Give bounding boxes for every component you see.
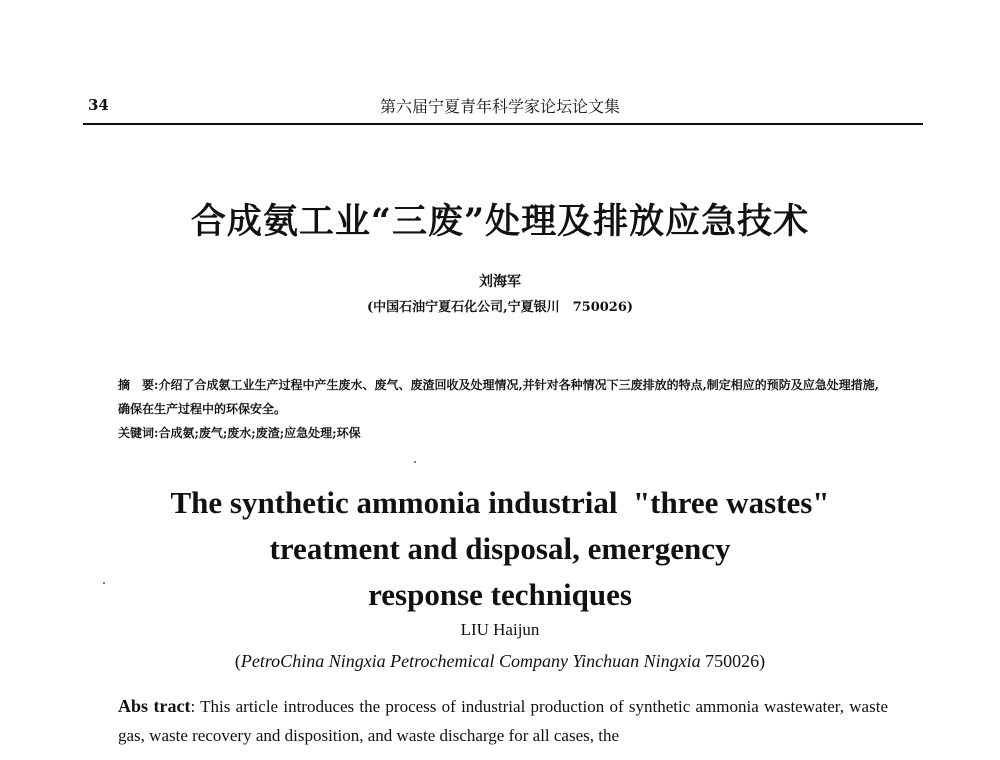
title-line: The synthetic ammonia industrial "three wastes" xyxy=(170,485,830,520)
abstract-colon: : xyxy=(190,697,201,716)
affiliation-english xyxy=(0,651,1000,672)
title-line: treatment and disposal, emergency xyxy=(269,531,731,566)
stray-dot xyxy=(414,461,416,463)
author-chinese: 刘海军 xyxy=(479,274,521,290)
postal-code: 750026 xyxy=(700,651,760,671)
abstract-english xyxy=(118,692,888,750)
abstract-text-chinese: 介绍了合成氨工业生产过程中产生废水、废气、废渣回收及处理情况,并针对各种情况下三废排放的特点,制定相应的预防及应急处理措施,确保在生产过程中的环保安全。 xyxy=(118,378,879,416)
journal-title: 第六届宁夏青年科学家论坛论文集 xyxy=(379,97,620,116)
abstract-label-chinese: 摘 要: xyxy=(118,378,159,392)
title-line: response techniques xyxy=(368,577,632,612)
keywords-chinese xyxy=(118,424,888,441)
affiliation-name: PetroChina Ningxia Petrochemical Company Yinchuan Ningxia xyxy=(240,651,701,671)
affiliation-chinese: (中国石油宁夏石化公司,宁夏银川 750026) xyxy=(366,300,634,315)
keywords-label-chinese: 关键词: xyxy=(118,426,159,440)
abstract-text-english: This article introduces the process of industrial production of synthetic ammonia wastewater, waste gas, waste recovery and disposition, and waste discharge for all cases, the xyxy=(118,697,888,745)
paren-close: ) xyxy=(759,651,766,671)
paren-open: ( xyxy=(234,651,241,671)
header-rule xyxy=(83,123,923,125)
keywords-text-chinese: 合成氨;废气;废水;废渣;应急处理;环保 xyxy=(158,426,361,440)
paper-title-chinese: 合成氨工业“三废”处理及排放应急技术 xyxy=(190,201,810,242)
abstract-label-english: Abs tract xyxy=(118,696,191,716)
abstract-chinese xyxy=(118,373,888,421)
page-number: 34 xyxy=(88,96,109,114)
author-english: LIU Haijun xyxy=(460,620,540,639)
paper-title-english xyxy=(0,480,1000,618)
